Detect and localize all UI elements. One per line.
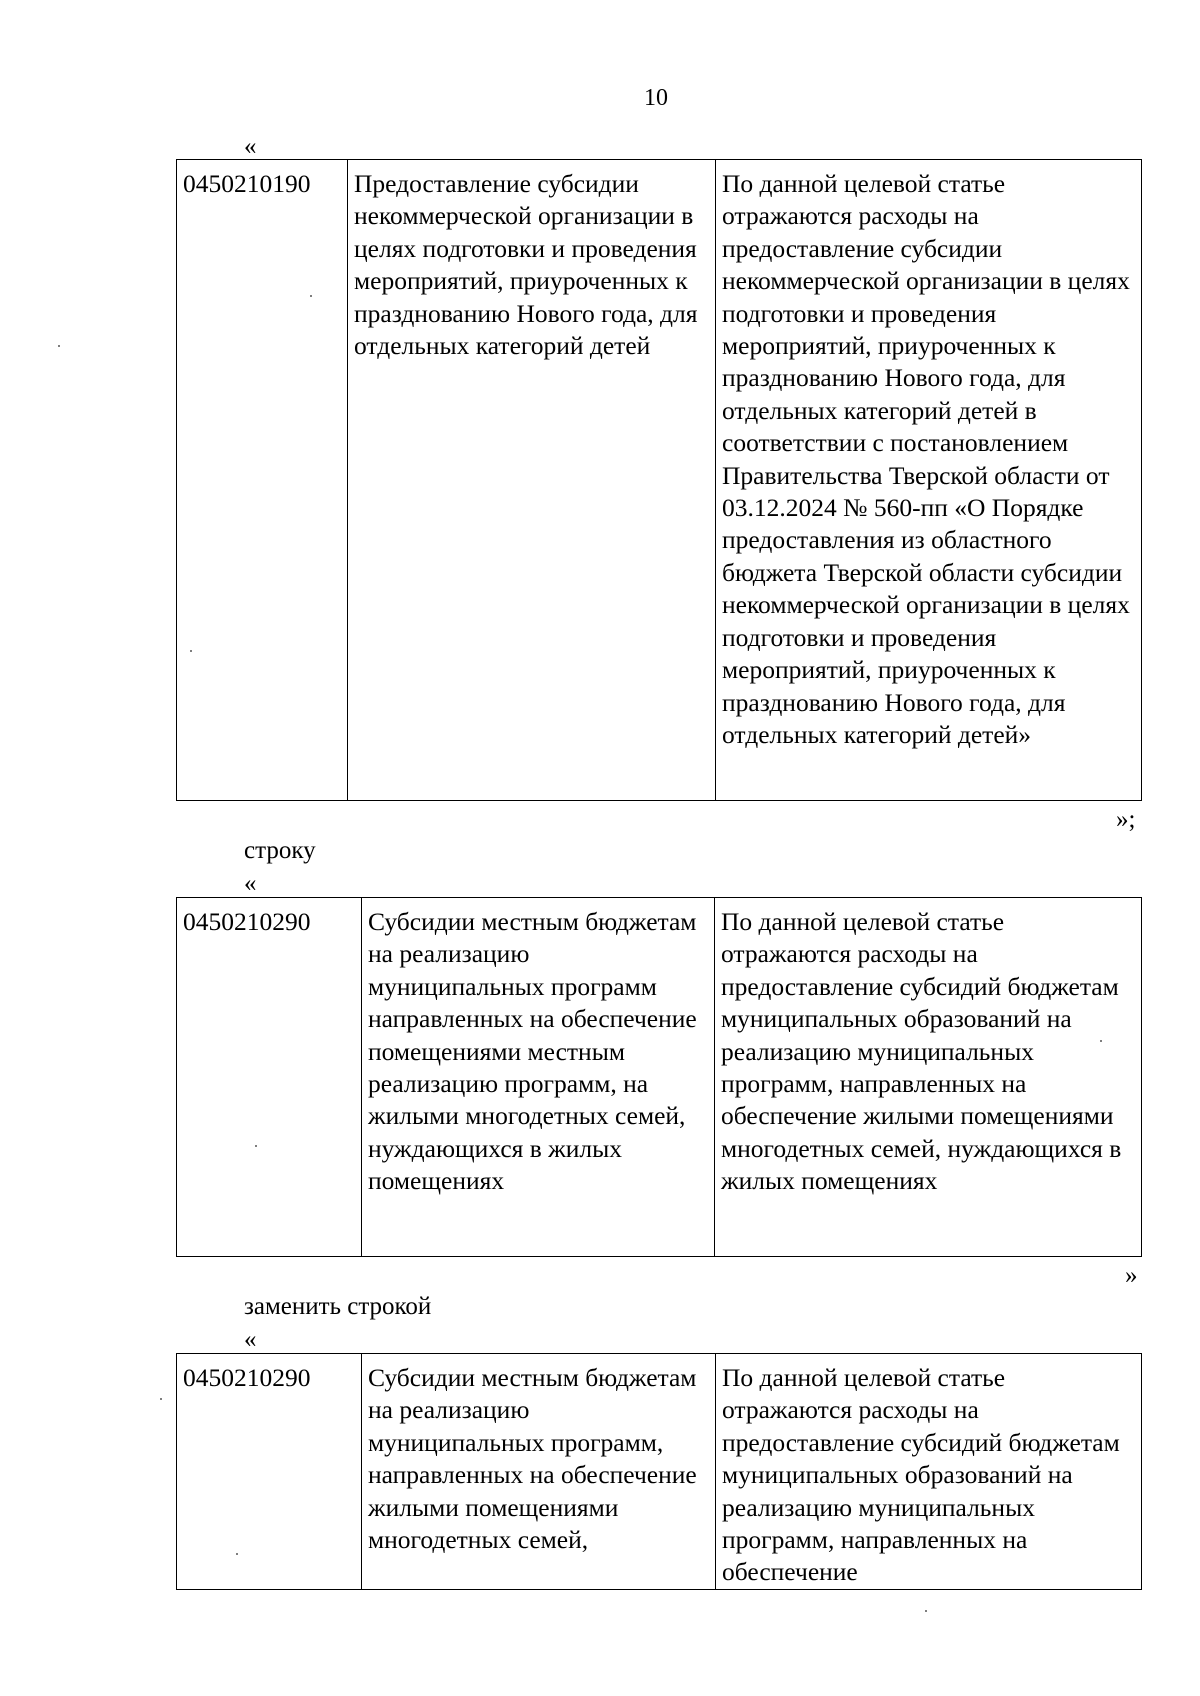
- scan-speck: [58, 345, 60, 347]
- table-row: [177, 898, 1142, 1257]
- budget-item-description: По данной целевой статье отражаются расходы на предоставление субсидии некоммерческой организации в целях подготовки и проведения мероприятий, приуроченных к празднованию Нового года, для отдельных категорий детей в соответствии с постановлением Правительства Тверской области от 03.12.2024 № 560-пп «О Порядке предоставления из областного бюджета Тверской области субсидии некоммерческой организации в целях подготовки и проведения мероприятий, приуроченных к празднованию Нового года, для отдельных категорий детей»: [716, 160, 1142, 801]
- table-row: [177, 160, 1142, 801]
- scan-speck: [236, 1553, 238, 1555]
- scan-speck: [310, 295, 312, 297]
- close-quote: »: [1125, 1262, 1138, 1289]
- table-row: [177, 1354, 1142, 1590]
- instruction-label: строку: [244, 837, 316, 864]
- budget-code: 0450210190: [177, 160, 348, 801]
- budget-item-name: Субсидии местным бюджетам на реализацию муниципальных программ, направленных на обеспечение жилыми помещениями многодетных семей,: [362, 1354, 716, 1590]
- scan-speck: [255, 1145, 257, 1147]
- scan-speck: [1100, 1040, 1102, 1042]
- open-quote: «: [244, 1326, 257, 1353]
- budget-code: 0450210290: [177, 1354, 362, 1590]
- instruction-label: заменить строкой: [244, 1293, 432, 1320]
- page-number: 10: [644, 85, 668, 111]
- budget-table-2: [176, 897, 1142, 1257]
- scan-speck: [190, 650, 192, 652]
- budget-item-description: По данной целевой статье отражаются расходы на предоставление субсидий бюджетам муниципальных образований на реализацию муниципальных программ, направленных на обеспечение жилыми помещениями многодетных семей, нуждающихся в жилых помещениях: [715, 898, 1142, 1257]
- budget-item-description: По данной целевой статье отражаются расходы на предоставление субсидий бюджетам муниципальных образований на реализацию муниципальных программ, направленных на обеспечение: [716, 1354, 1142, 1590]
- budget-table-3: [176, 1353, 1142, 1590]
- scan-speck: [925, 1610, 927, 1612]
- open-quote: «: [244, 870, 257, 897]
- budget-code: 0450210290: [177, 898, 362, 1257]
- budget-table-1: [176, 159, 1142, 801]
- budget-item-name: Субсидии местным бюджетам на реализацию муниципальных программ направленных на обеспечение помещениями местным реализацию программ, на жилыми многодетных семей, нуждающихся в жилых помещениях: [362, 898, 715, 1257]
- budget-item-name: Предоставление субсидии некоммерческой организации в целях подготовки и проведения мероприятий, приуроченных к празднованию Нового года, для отдельных категорий детей: [348, 160, 716, 801]
- close-quote: »;: [1116, 806, 1136, 833]
- scan-speck: [160, 1398, 162, 1400]
- open-quote: «: [244, 133, 257, 160]
